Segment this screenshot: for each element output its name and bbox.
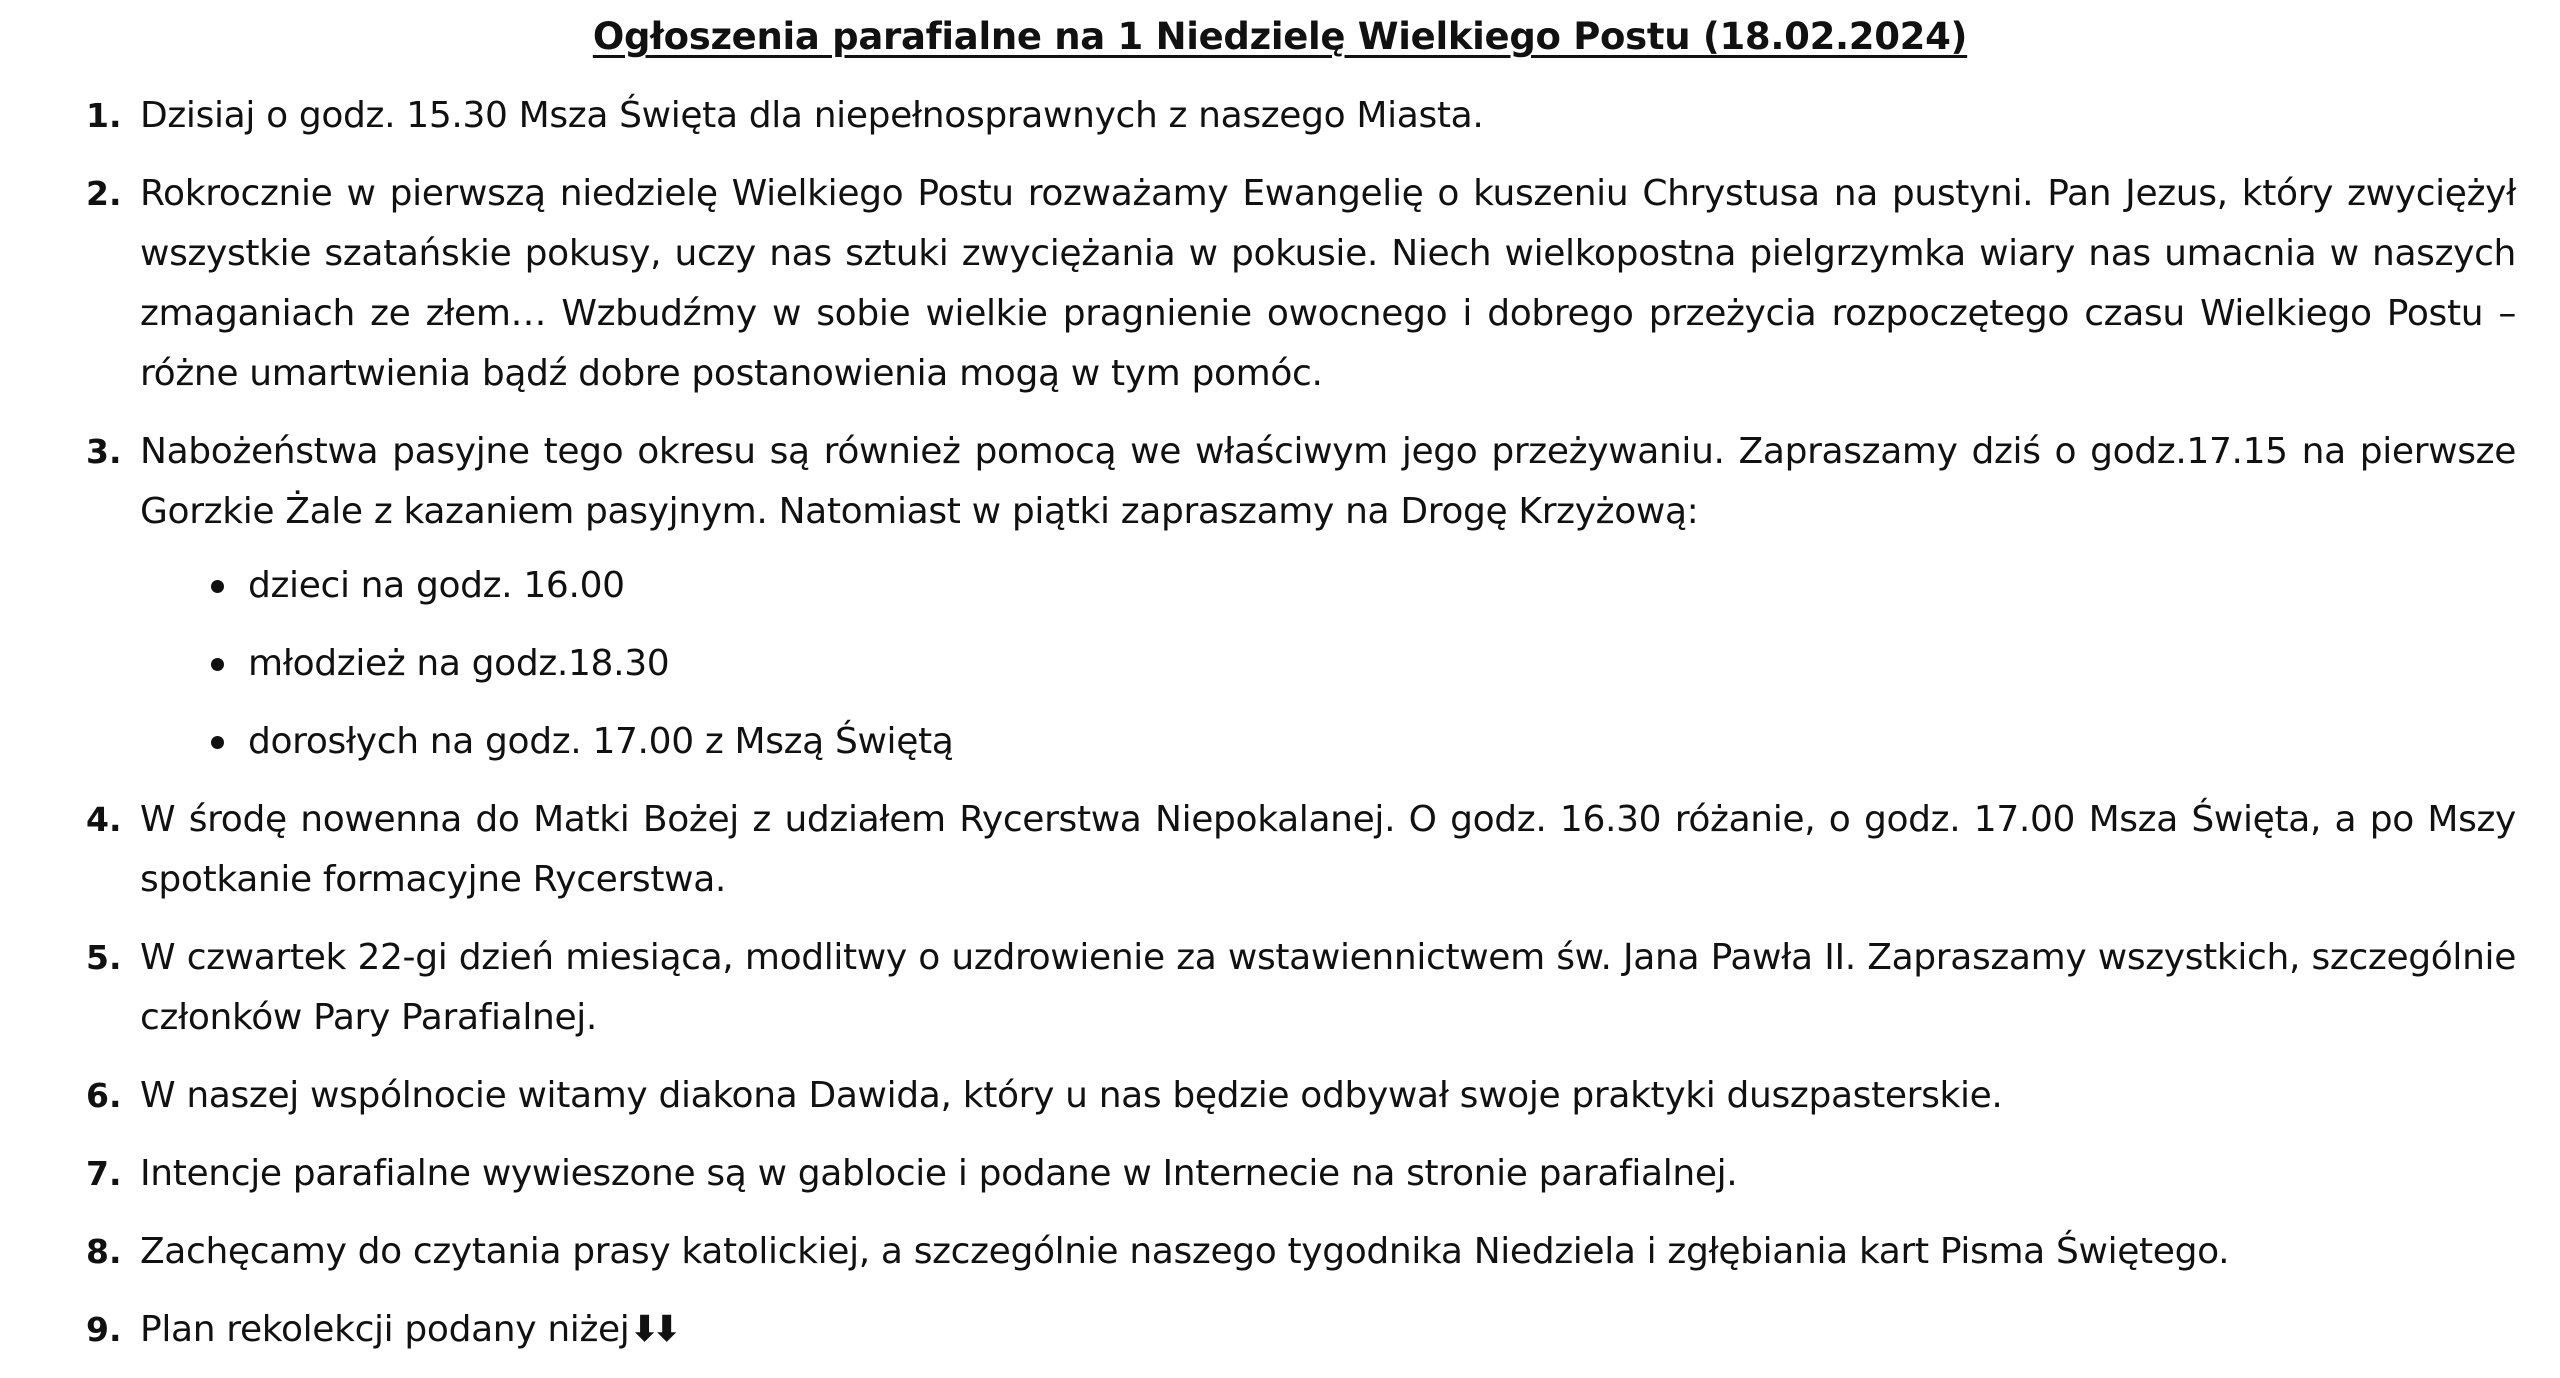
list-item	[0, 422, 2560, 772]
bullet-icon	[211, 580, 224, 593]
item-number: 6.	[86, 1076, 122, 1115]
item-number: 3.	[86, 432, 122, 471]
bullet-icon	[211, 658, 224, 671]
list-item	[0, 1144, 2560, 1204]
list-item	[0, 1066, 2560, 1126]
bullet-list	[0, 556, 2560, 772]
list-item	[0, 1300, 2560, 1360]
bullet-text: młodzież na godz.18.30	[248, 643, 670, 684]
list-item	[0, 164, 2560, 404]
item-number: 4.	[86, 800, 122, 839]
item-text: Zachęcamy do czytania prasy katolickiej, a szczególnie naszego tygodnika Niedziela i zgłębiania kart Pisma Świętego.	[140, 1231, 2230, 1272]
item-number: 7.	[86, 1154, 122, 1193]
item-number: 5.	[86, 938, 122, 977]
item-number: 9.	[86, 1310, 122, 1349]
item-text: W środę nowenna do Matki Bożej z udziałem Rycerstwa Niepokalanej. O godz. 16.30 różanie, o godz. 17.00 Msza Święta, a po Mszy spotkanie formacyjne Rycerstwa.	[140, 799, 2516, 900]
item-number: 1.	[86, 96, 122, 135]
page-title: Ogłoszenia parafialne na 1 Niedzielę Wielkiego Postu (18.02.2024)	[592, 15, 1968, 58]
bullet-icon	[211, 736, 224, 749]
item-number: 2.	[86, 174, 122, 213]
announcement-list	[0, 86, 2560, 1378]
double-down-arrow-icon: ⬇⬇	[629, 1309, 674, 1350]
list-item	[0, 928, 2560, 1048]
item-text: W naszej wspólnocie witamy diakona Dawida, który u nas będzie odbywał swoje praktyki duszpasterskie.	[140, 1075, 2003, 1116]
item-number: 8.	[86, 1232, 122, 1271]
item-text-content: Plan rekolekcji podany niżej	[140, 1309, 630, 1350]
bullet-text: dzieci na godz. 16.00	[248, 565, 625, 606]
bullet-item	[0, 634, 2560, 694]
item-text: Nabożeństwa pasyjne tego okresu są również pomocą we właściwym jego przeżywaniu. Zapraszamy dziś o godz.17.15 na pierwsze Gorzkie Żale z kazaniem pasyjnym. Natomiast w piątki zapraszamy na Drogę Krzyżową:	[140, 431, 2516, 532]
list-item	[0, 86, 2560, 146]
bullet-text: dorosłych na godz. 17.00 z Mszą Świętą	[248, 721, 954, 762]
list-item	[0, 790, 2560, 910]
item-text: W czwartek 22-gi dzień miesiąca, modlitwy o uzdrowienie za wstawiennictwem św. Jana Pawła II. Zapraszamy wszystkich, szczególnie członków Pary Parafialnej.	[140, 937, 2516, 1038]
item-text: Rokrocznie w pierwszą niedzielę Wielkiego Postu rozważamy Ewangelię o kuszeniu Chrystusa na pustyni. Pan Jezus, który zwyciężył wszystkie szatańskie pokusy, uczy nas sztuki zwyciężania w pokusie. Niech wielkopostna pielgrzymka wiary nas umacnia w naszych zmaganiach ze złem… Wzbudźmy w sobie wielkie pragnienie owocnego i dobrego przeżycia rozpoczętego czasu Wielkiego Postu – różne umartwienia bądź dobre postanowienia mogą w tym pomóc.	[140, 173, 2516, 394]
bullet-item	[0, 556, 2560, 616]
item-text: Intencje parafialne wywieszone są w gablocie i podane w Internecie na stronie parafialnej.	[140, 1153, 1738, 1194]
list-item	[0, 1222, 2560, 1282]
item-text: Dzisiaj o godz. 15.30 Msza Święta dla niepełnosprawnych z naszego Miasta.	[140, 95, 1484, 136]
item-text	[140, 1300, 2516, 1360]
bullet-item	[0, 712, 2560, 772]
